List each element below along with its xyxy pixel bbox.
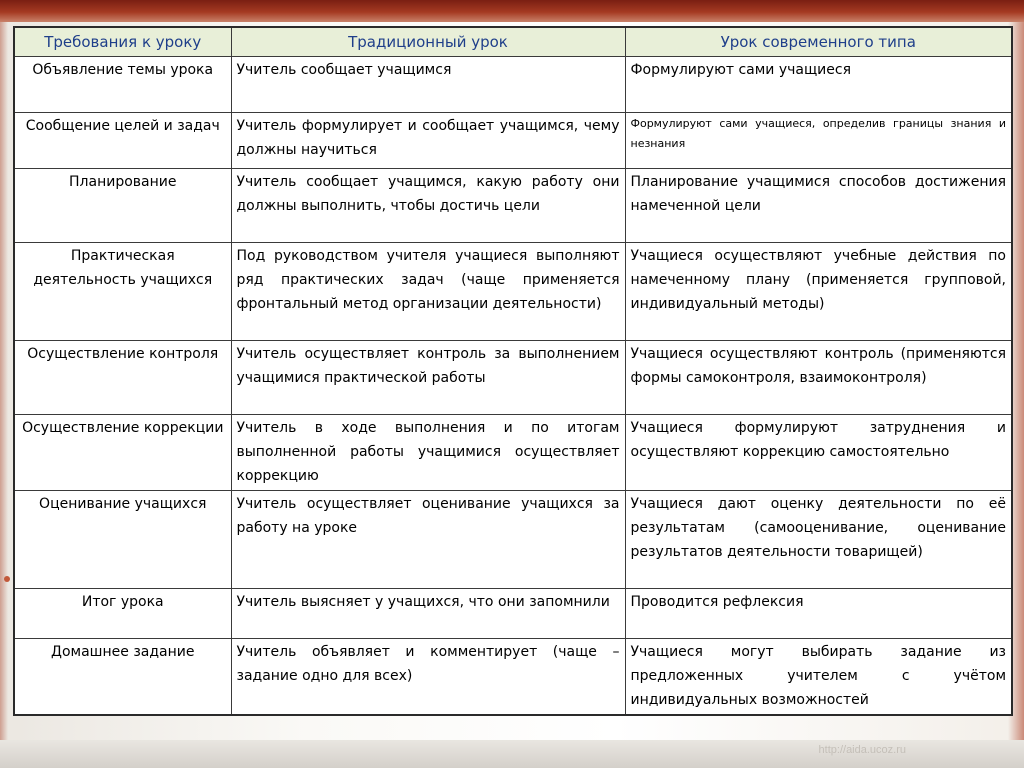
row-modern: Формулируют сами учащиеся <box>625 57 1012 113</box>
watermark-url: http://aida.ucoz.ru <box>818 744 906 756</box>
row-requirement: Практическая деятельность учащихся <box>14 243 231 341</box>
row-requirement: Оценивание учащихся <box>14 491 231 589</box>
row-traditional: Учитель в ходе выполнения и по итогам выполненной работы учащимися осуществляет коррекцию <box>231 415 625 491</box>
row-traditional: Учитель объявляет и комментирует (чаще – задание одно для всех) <box>231 639 625 716</box>
header-requirements: Требования к уроку <box>14 27 231 57</box>
table-row <box>14 415 1012 491</box>
row-traditional: Учитель осуществляет оценивание учащихся за работу на уроке <box>231 491 625 589</box>
bullet-dot-icon <box>4 576 10 582</box>
row-traditional: Учитель выясняет у учащихся, что они запомнили <box>231 589 625 639</box>
row-modern: Учащиеся могут выбирать задание из предложенных учителем с учётом индивидуальных возможностей <box>625 639 1012 716</box>
header-modern: Урок современного типа <box>625 27 1012 57</box>
table-row <box>14 169 1012 243</box>
row-modern: Учащиеся осуществляют учебные действия по намеченному плану (применяется групповой, индивидуальный методы) <box>625 243 1012 341</box>
table-row <box>14 341 1012 415</box>
row-requirement: Осуществление коррекции <box>14 415 231 491</box>
row-traditional: Учитель сообщает учащимся, какую работу они должны выполнить, чтобы достичь цели <box>231 169 625 243</box>
row-requirement: Сообщение целей и задач <box>14 113 231 169</box>
row-modern: Планирование учащимися способов достижения намеченной цели <box>625 169 1012 243</box>
row-traditional: Учитель сообщает учащимся <box>231 57 625 113</box>
row-modern: Учащиеся дают оценку деятельности по её результатам (самооценивание, оценивание результатов деятельности товарищей) <box>625 491 1012 589</box>
row-requirement: Планирование <box>14 169 231 243</box>
row-modern: Проводится рефлексия <box>625 589 1012 639</box>
row-modern: Учащиеся формулируют затруднения и осуществляют коррекцию самостоятельно <box>625 415 1012 491</box>
row-requirement: Домашнее задание <box>14 639 231 716</box>
row-traditional: Учитель формулирует и сообщает учащимся, чему должны научиться <box>231 113 625 169</box>
row-traditional: Под руководством учителя учащиеся выполняют ряд практических задач (чаще применяется фронтальный метод организации деятельности) <box>231 243 625 341</box>
row-requirement: Объявление темы урока <box>14 57 231 113</box>
row-modern: Формулируют сами учащиеся, определив границы знания и незнания <box>625 113 1012 169</box>
table-row <box>14 589 1012 639</box>
top-decor-band <box>0 0 1024 22</box>
table-row <box>14 57 1012 113</box>
left-decor-edge <box>0 22 8 742</box>
table-header-row <box>14 27 1012 57</box>
table-row <box>14 243 1012 341</box>
table-row <box>14 113 1012 169</box>
table-row <box>14 639 1012 716</box>
header-traditional: Традиционный урок <box>231 27 625 57</box>
comparison-table <box>13 26 1013 716</box>
row-modern: Учащиеся осуществляют контроль (применяются формы самоконтроля, взаимоконтроля) <box>625 341 1012 415</box>
row-requirement: Итог урока <box>14 589 231 639</box>
table-row <box>14 491 1012 589</box>
row-traditional: Учитель осуществляет контроль за выполнением учащимися практической работы <box>231 341 625 415</box>
row-requirement: Осуществление контроля <box>14 341 231 415</box>
